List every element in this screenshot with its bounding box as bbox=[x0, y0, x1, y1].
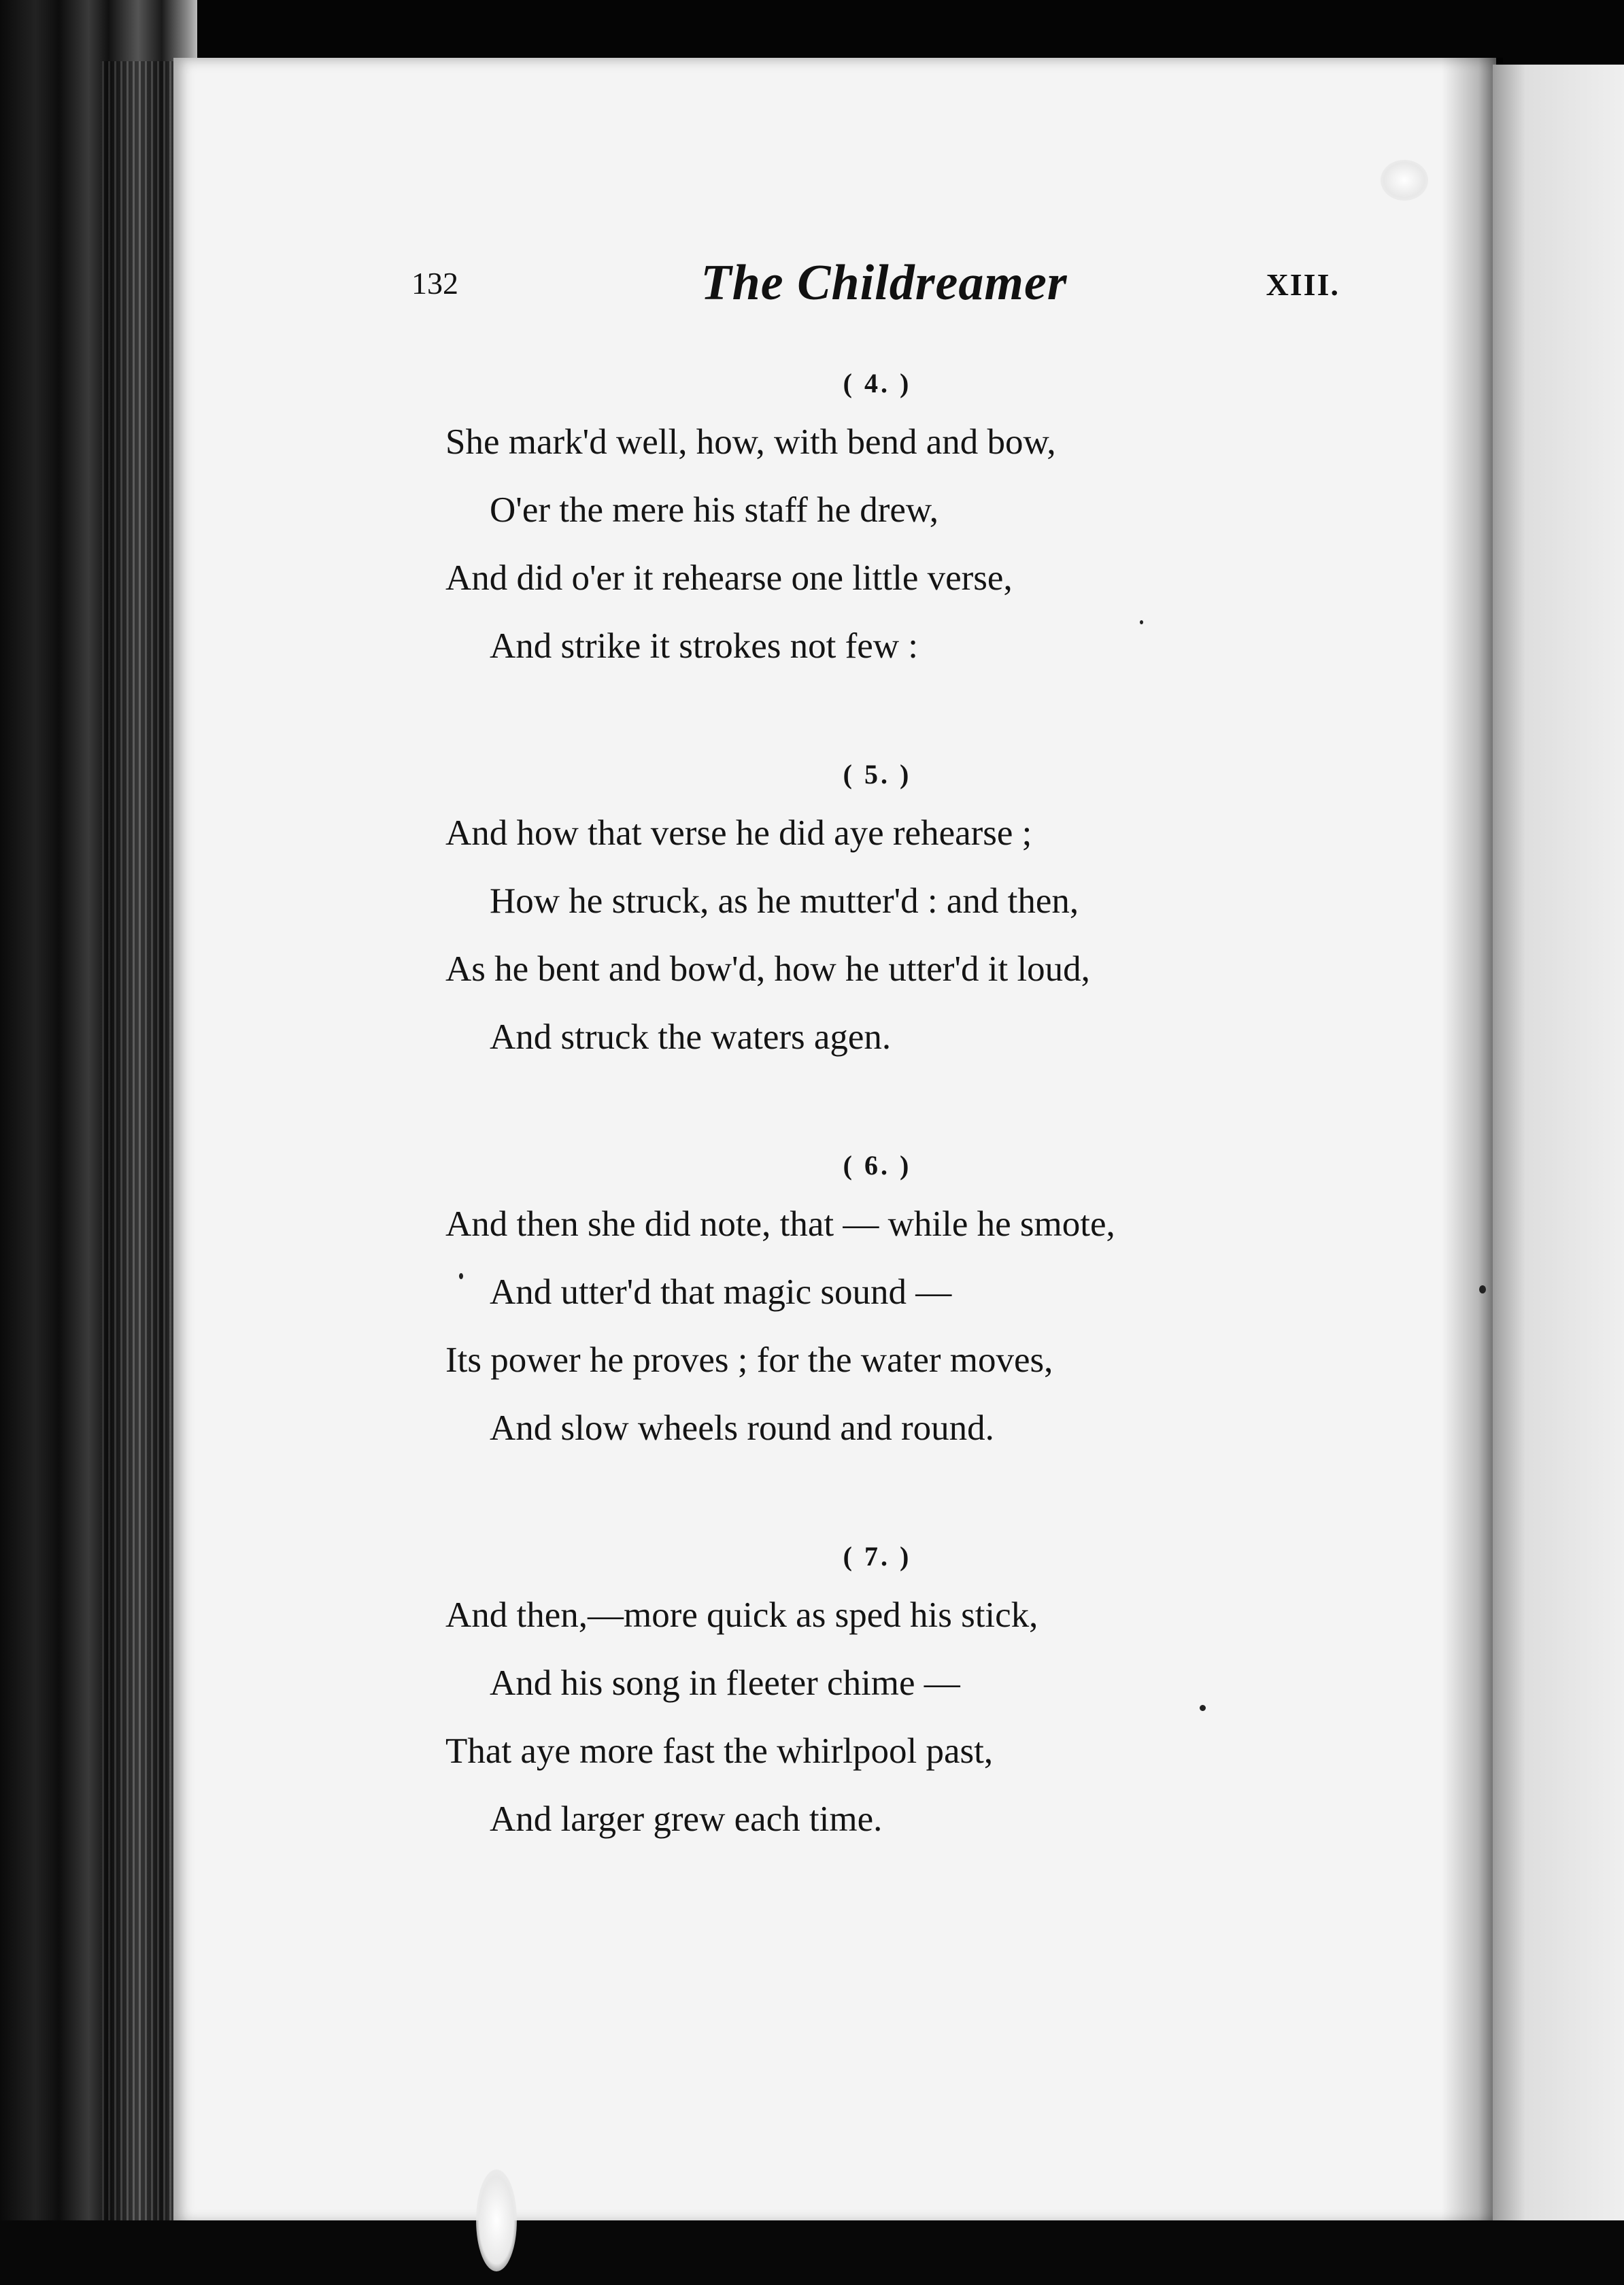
verse-line: And then,—more quick as sped his stick, bbox=[445, 1595, 1038, 1635]
bottom-margin bbox=[0, 2220, 1624, 2285]
verse-line: And strike it strokes not few : bbox=[490, 626, 919, 666]
stanza-number: ( 5. ) bbox=[843, 759, 912, 790]
ink-speck bbox=[1479, 1285, 1486, 1293]
verse-line: And did o'er it rehearse one little verse, bbox=[445, 558, 1013, 598]
verse-line: And his song in fleeter chime — bbox=[490, 1663, 960, 1703]
stanza-number: ( 7. ) bbox=[843, 1541, 912, 1572]
stanza-number: ( 6. ) bbox=[843, 1150, 912, 1181]
verse-line: Its power he proves ; for the water moves, bbox=[445, 1340, 1053, 1380]
stanza bbox=[445, 758, 1343, 1071]
chapter-number: XIII. bbox=[1266, 267, 1340, 302]
facing-page-edge bbox=[1493, 65, 1624, 2227]
stanza bbox=[445, 367, 1343, 680]
stanza-number: ( 4. ) bbox=[843, 368, 912, 399]
running-title: The Childreamer bbox=[700, 255, 1068, 311]
stanza bbox=[445, 1149, 1343, 1462]
verse-line: How he struck, as he mutter'd : and then, bbox=[490, 881, 1079, 921]
verse-line: And utter'd that magic sound — bbox=[490, 1272, 952, 1312]
verse-line: And slow wheels round and round. bbox=[490, 1408, 994, 1448]
verse-line: And larger grew each time. bbox=[490, 1799, 883, 1839]
verse-line: And then she did note, that — while he smote, bbox=[445, 1204, 1115, 1244]
paper-blemish bbox=[476, 2169, 517, 2271]
verse-line: She mark'd well, how, with bend and bow, bbox=[445, 422, 1056, 462]
page-header bbox=[408, 255, 1347, 320]
verse-line: As he bent and bow'd, how he utter'd it loud, bbox=[445, 949, 1090, 989]
paper-blemish bbox=[1381, 160, 1428, 201]
stanza bbox=[445, 1540, 1343, 1853]
verse-line: O'er the mere his staff he drew, bbox=[490, 490, 939, 530]
verse-line: And how that verse he did aye rehearse ; bbox=[445, 813, 1032, 853]
verse-line: And struck the waters agen. bbox=[490, 1017, 892, 1057]
page-number: 132 bbox=[411, 266, 458, 301]
verse-line: That aye more fast the whirlpool past, bbox=[445, 1731, 994, 1771]
